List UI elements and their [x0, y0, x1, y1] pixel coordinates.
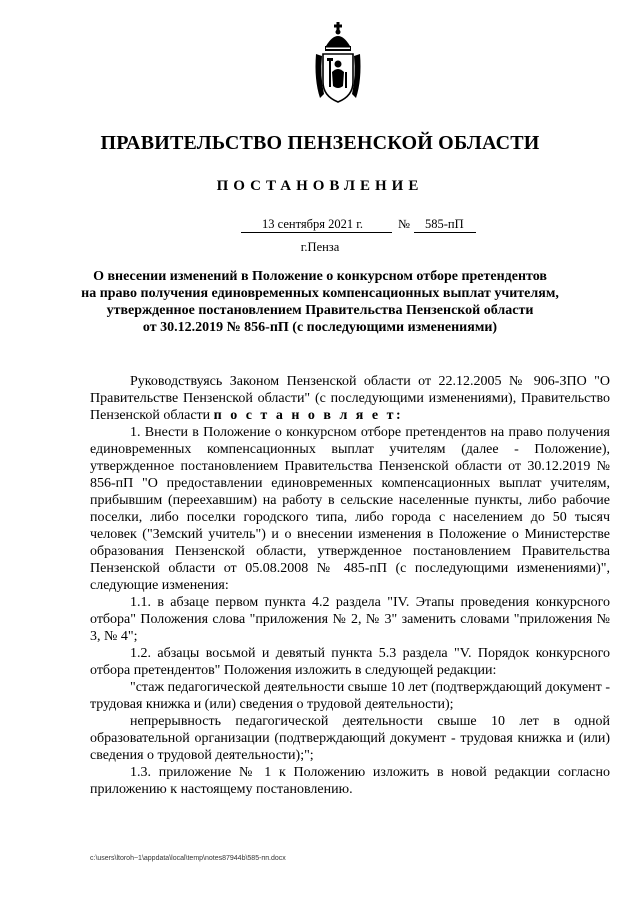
quote-paragraph-2: непрерывность педагогической деятельности свыше 10 лет в одной образовательной организации (подтверждающий документ - трудовая книжка и (или) сведения о трудовой деятельности);";: [90, 714, 610, 763]
decree-body: [90, 373, 610, 798]
penza-region-coat-of-arms-icon: [312, 20, 364, 106]
item-1-1-paragraph: 1.1. в абзаце первом пункта 4.2 раздела "IV. Этапы проведения конкурсного отбора" Положения слова "приложения № 2, № 3" заменить словами "приложения № 3, № 4";: [90, 595, 610, 644]
preamble-text: Руководствуясь Законом Пензенской области от 22.12.2005 № 906-ЗПО "О Правительстве Пензенской области" (с последующими изменениями), Правительство Пензенской области: [90, 374, 610, 423]
item-1-3-paragraph: 1.3. приложение № 1 к Положению изложить в новой редакции согласно приложению к настоящему постановлению.: [90, 765, 610, 797]
city-name: г.Пенза: [300, 240, 340, 254]
decree-word: п о с т а н о в л я е т:: [213, 408, 404, 423]
number-underline: [414, 232, 476, 233]
subject-line: утвержденное постановлением Правительства Пензенской области: [106, 303, 534, 318]
file-path-footer: c:\users\ltoroh~1\appdata\local\temp\notes87944b\585-пп.docx: [90, 855, 286, 862]
decree-number: 585-пП: [425, 217, 464, 231]
subject-line: О внесении изменений в Положение о конкурсном отборе претендентов: [93, 269, 547, 284]
quote-paragraph-1: "стаж педагогической деятельности свыше 10 лет (подтверждающий документ - трудовая книжка и (или) сведения о трудовой деятельности);: [90, 680, 610, 712]
item-1-paragraph: 1. Внести в Положение о конкурсном отборе претендентов на право получения единовременных компенсационных выплат учителям (далее - Положение), утвержденное постановлением Правительства Пензенской области от 30.12.2019 № 856-пП "О предоставлении единовременных компенсационных выплат учителям, прибывшим (переехавшим) на работу в сельские населенные пункты, либо рабочие поселки, либо поселки городского типа, либо города с населением до 50 тысяч человек ("Земский учитель") и о внесении изменения в Положение о Министерстве образования Пензенской области, утвержденное постановлением Правительства Пензенской области от 05.08.2008 № 485-пП (с последующими изменениями)", следующие изменения:: [90, 425, 610, 593]
item-1-2-paragraph: 1.2. абзацы восьмой и девятый пункта 5.3 раздела "V. Порядок конкурсного отбора претендентов" Положения изложить в следующей редакции:: [90, 646, 610, 678]
decree-date: 13 сентября 2021 г.: [262, 217, 364, 231]
subject-line: от 30.12.2019 № 856-пП (с последующими изменениями): [142, 320, 498, 335]
document-type-title: ПОСТАНОВЛЕНИЕ: [216, 178, 424, 194]
date-underline: [241, 232, 392, 233]
number-sign: №: [398, 217, 410, 231]
subject-line: на право получения единовременных компенсационных выплат учителям,: [81, 286, 559, 301]
decree-subject: [80, 268, 560, 336]
government-title: ПРАВИТЕЛЬСТВО ПЕНЗЕНСКОЙ ОБЛАСТИ: [100, 132, 540, 154]
date-number-row: [0, 217, 640, 237]
preamble-paragraph: [90, 373, 610, 424]
